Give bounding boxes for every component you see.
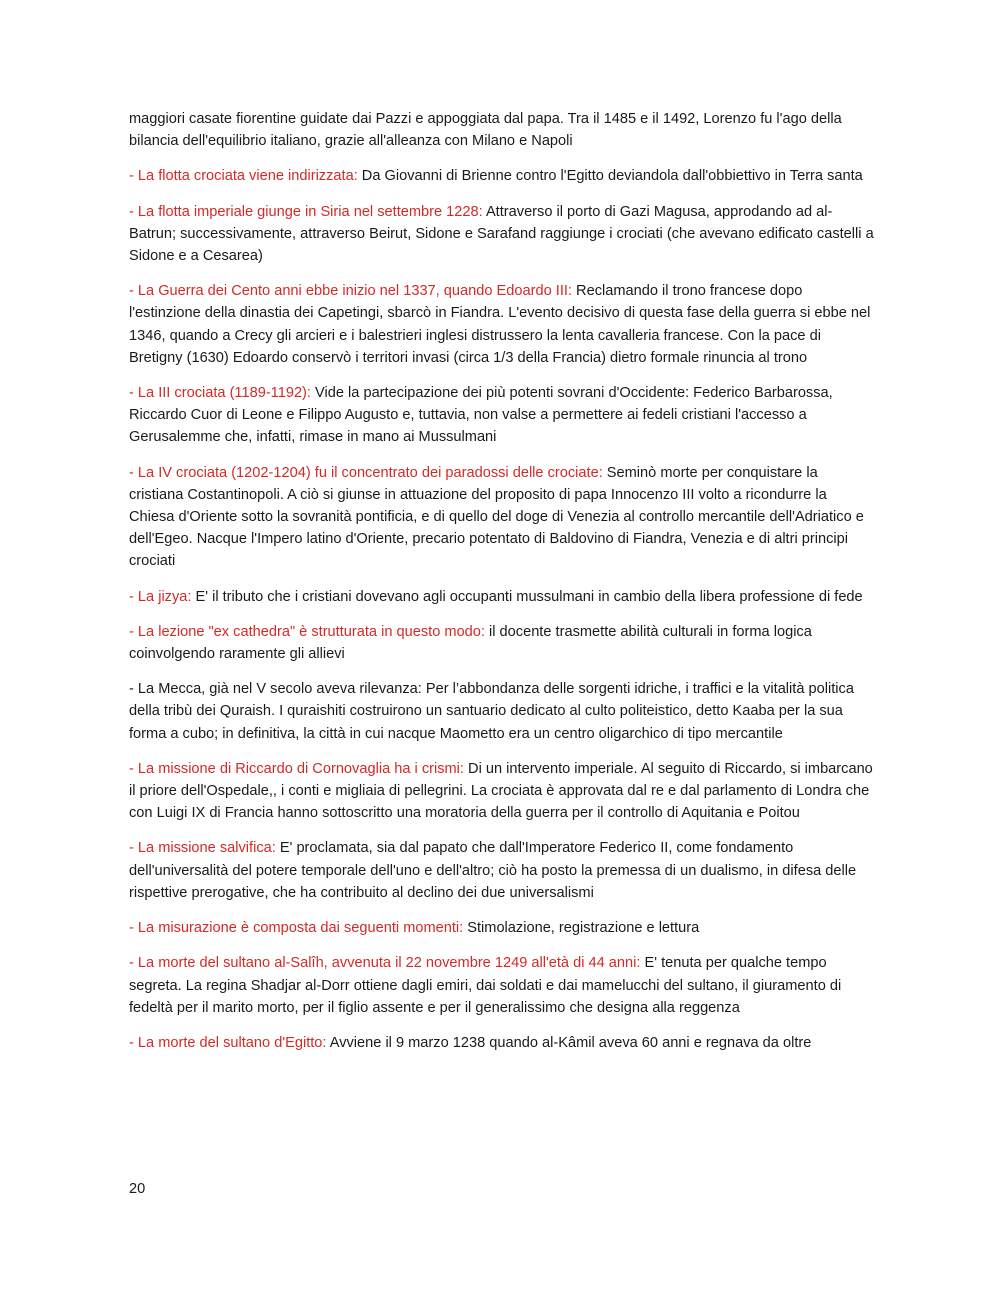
entry-text: E' tenuta per qualche tempo segreta. La regina Shadjar al-Dorr ottiene dagli emiri, dai soldati e dai mamelucchi del sultano, il giuramento di fedeltà per il marito morto, per il figlio assente e per il generalissimo che designa alla reggenza xyxy=(129,955,842,1016)
page-number: 20 xyxy=(129,1181,146,1197)
entry-paragraph xyxy=(129,201,874,268)
entry-paragraph xyxy=(129,1032,874,1054)
entry-term: - La Guerra dei Cento anni ebbe inizio nel 1337, quando Edoardo III: xyxy=(129,283,572,300)
entry-term: - La Mecca, già nel V secolo aveva rilevanza: xyxy=(129,681,422,698)
entry-paragraph xyxy=(129,382,874,449)
entry-paragraph xyxy=(129,837,874,904)
entry-paragraph xyxy=(129,917,874,939)
entry-text: Da Giovanni di Brienne contro l'Egitto deviandola dall'obbiettivo in Terra santa xyxy=(357,168,863,185)
entry-paragraph xyxy=(129,621,874,665)
entry-text: Avviene il 9 marzo 1238 quando al-Kâmil aveva 60 anni e regnava da oltre xyxy=(326,1034,812,1051)
entry-paragraph xyxy=(129,678,874,745)
entry-paragraph xyxy=(129,280,874,369)
entry-text: Reclamando il trono francese dopo l'estinzione della dinastia dei Capetingi, sbarcò in Fiandra. L'evento decisivo di questa fase della guerra si ebbe nel 1346, quando a Crecy gli arcieri e i balestrieri inglesi distrussero la lenta cavalleria francese. Con la pace di Bretigny (1630) Edoardo conservò i territori invasi (circa 1/3 della Francia) dietro formale rinuncia al trono xyxy=(129,283,871,366)
entry-term: - La flotta imperiale giunge in Siria nel settembre 1228: xyxy=(129,203,483,220)
entry-term: - La morte del sultano al-Salîh, avvenuta il 22 novembre 1249 all'età di 44 anni: xyxy=(129,955,641,972)
entry-term: - La flotta crociata viene indirizzata: xyxy=(129,168,358,185)
entry-text: Di un intervento imperiale. Al seguito di Riccardo, si imbarcano il priore dell'Ospedale,, i conti e migliaia di pellegrini. La crociata è approvata dal re e dal parlamento di Londra che con Luigi IX di Francia hanno sottoscritto una moratoria della guerra per il controllo di Aquitania e Poitou xyxy=(129,760,873,822)
entries-list xyxy=(129,165,874,1054)
document-body xyxy=(129,108,874,1067)
entry-term: - La missione salvifica: xyxy=(129,840,276,857)
entry-term: - La IV crociata (1202-1204) fu il concentrato dei paradossi delle crociate: xyxy=(129,464,603,481)
entry-paragraph xyxy=(129,586,874,608)
entry-term: - La lezione "ex cathedra" è strutturata in questo modo: xyxy=(129,623,485,640)
entry-term: - La jizya: xyxy=(129,588,192,605)
entry-text: E' proclamata, sia dal papato che dall'Imperatore Federico II, come fondamento dell'universalità del potere temporale dell'uno e dell'altro; ciò ha posto la premessa di un dualismo, in difesa delle rispettive prerogative, che ha contribuito al declino dei due universalismi xyxy=(129,840,857,901)
intro-paragraph: maggiori casate fiorentine guidate dai Pazzi e appoggiata dal papa. Tra il 1485 e il 1492, Lorenzo fu l'ago della bilancia dell'equilibrio italiano, grazie all'alleanza con Milano e Napoli xyxy=(129,111,842,150)
entry-text: il docente trasmette abilità culturali in forma logica coinvolgendo raramente gli allievi xyxy=(129,623,812,663)
entry-paragraph xyxy=(129,462,874,573)
entry-term: - La III crociata (1189-1192): xyxy=(129,385,311,402)
entry-term: - La morte del sultano d'Egitto: xyxy=(129,1034,327,1051)
entry-paragraph xyxy=(129,758,874,825)
entry-paragraph xyxy=(129,165,874,187)
entry-text: Vide la partecipazione dei più potenti sovrani d'Occidente: Federico Barbarossa, Riccardo Cuor di Leone e Filippo Augusto e, tuttavia, non valse a permettere ai fedeli cristiani l'accesso a Gerusalemme che, infatti, rimase in mano ai Mussulmani xyxy=(129,385,833,446)
entry-text: Attraverso il porto di Gazi Magusa, approdando ad al-Batrun; successivamente, attraverso Beirut, Sidone e Sarafand raggiunge i crociati (che avevano edificato castelli a Sidone e a Cesarea) xyxy=(129,203,874,265)
entry-term: - La missione di Riccardo di Cornovaglia ha i crismi: xyxy=(129,760,464,777)
entry-text: Per l’abbondanza delle sorgenti idriche, i traffici e la vitalità politica della tribù dei Quraish. I quraishiti costruirono un santuario dedicato al culto politeistico, detto Kaaba per la sua forma a cubo; in definitiva, la città in cui nacque Maometto era un centro oligarchico di tipo mercantile xyxy=(129,681,854,742)
entry-text: E' il tributo che i cristiani dovevano agli occupanti mussulmani in cambio della libera professione di fede xyxy=(191,588,863,605)
entry-term: - La misurazione è composta dai seguenti momenti: xyxy=(129,920,464,937)
entry-text: Seminò morte per conquistare la cristiana Costantinopoli. A ciò si giunse in attuazione del proposito di papa Innocenzo III volto a ricondurre la Chiesa d'Oriente sotto la sovranità pontificia, e di quello del doge di Venezia al controllo mercantile dell'Adriatico e dell'Egeo. Nacque l'Impero latino d'Oriente, precario potentato di Baldovino di Fiandra, Venezia e di altri principi crociati xyxy=(129,464,864,570)
entry-paragraph xyxy=(129,952,874,1019)
entry-text: Stimolazione, registrazione e lettura xyxy=(463,920,700,937)
